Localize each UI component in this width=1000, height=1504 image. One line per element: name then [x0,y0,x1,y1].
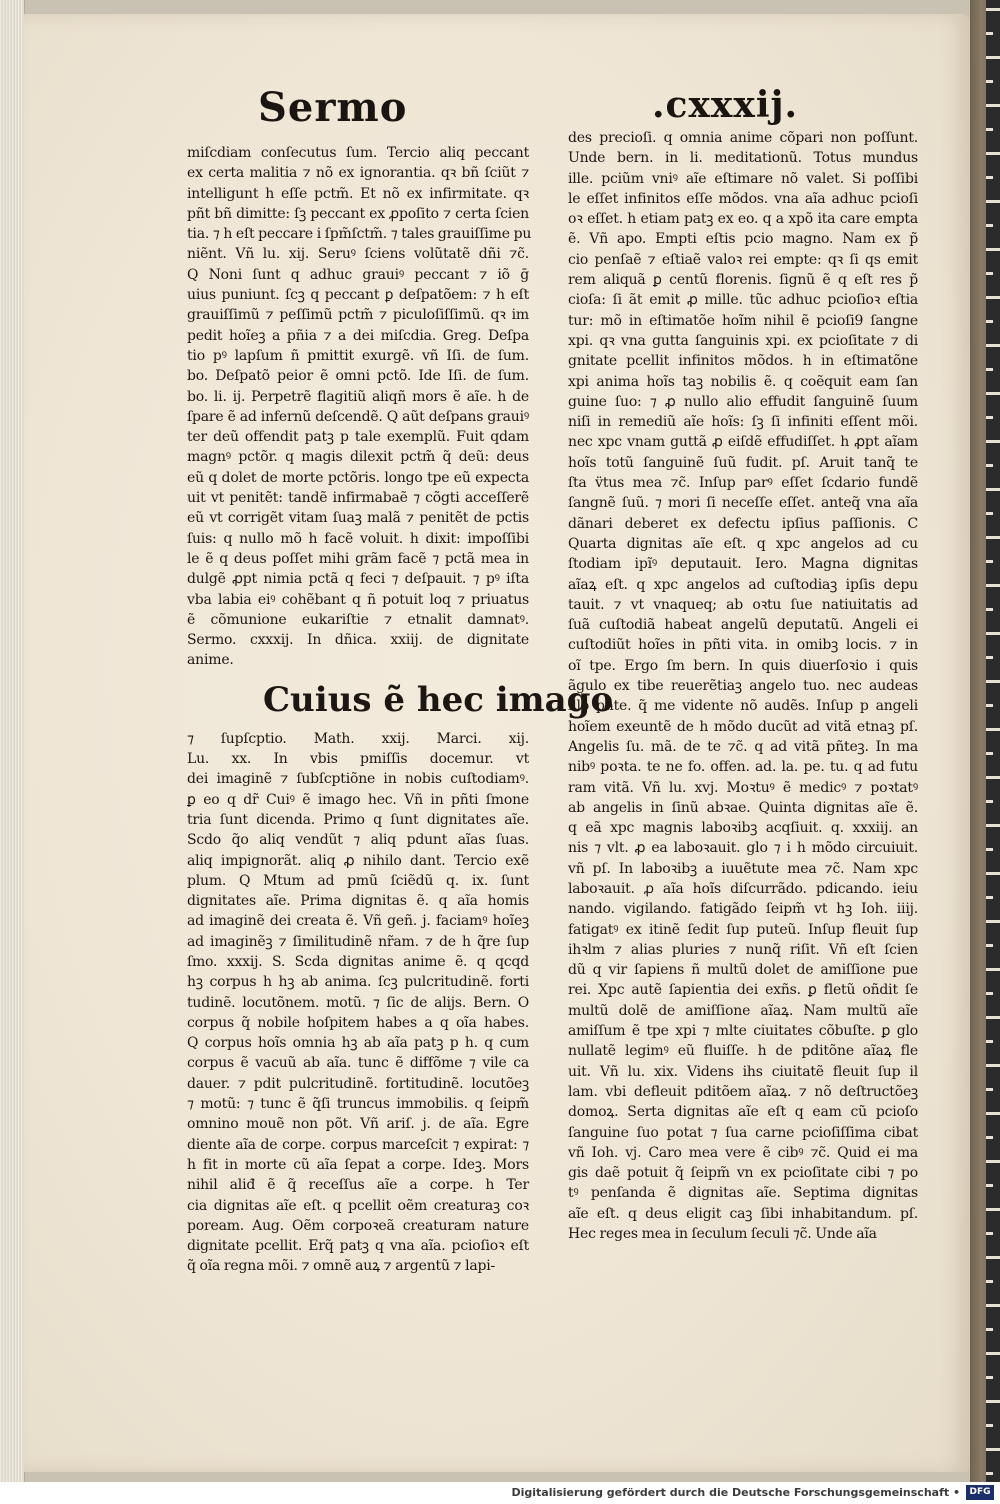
text-line: Scdo q̃o aliq vendũt ⁊ aliq pdunt aĩas ſuas. [187,832,529,849]
text-line: diente aĩa de corpe. corpus marceſcit ⁊ expirat: ⁊ [187,1136,529,1153]
text-line: eũ vt corrigẽt vitam ſuaꝫ malã ⁊ penitẽt de pctis [187,510,529,527]
text-line: tꝰ penſanda ẽ dignitas aĩe. Septima dignitas [568,1185,918,1202]
ruler-tick [986,944,993,947]
scale-ruler [986,0,1000,1482]
ruler-tick [986,152,1000,155]
text-line: cuſtodiũt hoĩes in pñti vita. in omibꝫ locis. ⁊ in [568,637,918,654]
ruler-tick [986,200,1000,203]
text-line: rem aliquã ꝑ centũ florenis. ſignũ ẽ q eſt res p̃ [568,272,918,289]
text-line: ad imaginẽꝫ ⁊ ſimilitudinẽ nr̃am. ⁊ de h q̃re ſup [187,933,529,950]
text-line: tria ſunt dicenda. Primo q ſunt dignitates aĩe. [187,811,529,828]
ruler-tick [986,536,1000,539]
ruler-tick [986,1136,993,1139]
ruler-tick [986,632,1000,635]
text-line: Sermo. cxxxij. In dñica. xxiij. de dignitate [187,632,529,649]
text-line: le ẽ q deus poſſet mihi grãm facẽ ⁊ pctã mea in [187,550,529,567]
text-line: dignitate pcellit. Erq̃ patꝫ q vna aĩa. pcioſioꝛ eſt [187,1238,529,1255]
ruler-tick [986,32,993,35]
text-line: dũ q vir ſapiens ñ multũ dolet de amiſſione pue [568,962,918,979]
text-line: dãnari deberet ex defectu ipſius paſſionis. C [568,515,918,532]
text-line: ad imaginẽ dei creata ẽ. Vñ geñ. j. faciamꝰ hoĩeꝫ [187,913,529,930]
ruler-tick [986,56,1000,59]
ruler-tick [986,1064,1000,1067]
text-line: Quarta dignitas aĩe eſt. q xpc angelos ad cu [568,535,918,552]
text-line: ab angelis in ſinũ abꝛae. Quinta dignitas aĩe ẽ. [568,799,918,816]
text-line: Q Noni ſunt q adhuc grauiꝰ peccant ⁊ iõ ḡ [187,266,529,283]
ruler-tick [986,608,993,611]
text-line: ram vitã. Vñ lu. xvj. Moꝛtuꝰ ẽ medicꝰ ⁊ poꝛtatꝰ [568,779,918,796]
folio-number: .cxxxij. [652,84,799,126]
left-column-lines-lower [187,729,529,1277]
text-line: vñ pſ. In laboꝛibꝫ a iuuẽtute mea ⁊c̃. Nam xpc [568,860,918,877]
text-line: des precioſi. q omnia anime cõpari non poſſunt. [568,130,918,146]
ruler-tick [986,1208,1000,1211]
text-line: lam. vbi defleuit pditõem aĩaꝝ. ⁊ nõ deſtructõeꝫ [568,1083,918,1100]
ruler-tick [986,1352,1000,1355]
ruler-tick [986,1112,1000,1115]
text-line: guine ſuo: ⁊ ꝓ nullo alio effudit ſanguinẽ ſuum [568,393,918,410]
text-line: ex certa malitia ⁊ nõ ex ignorantia. qꝛ bñ ſciũt ⁊ [187,165,529,182]
text-line: nec xpc vnam guttã ꝓ eiſdẽ effudiſſet. h ꝓpt aĩam [568,434,918,451]
running-head-title: Sermo [258,84,408,131]
ruler-tick [986,128,993,131]
text-line: Lu. xx. In vbis pmiſſis docemur. vt [187,751,529,768]
text-line: ſtodiam ipĩꝰ deputauit. Iero. Magna dignitas [568,556,918,573]
ruler-tick [986,1448,1000,1451]
text-line: ihꝛlm ⁊ alias pluries ⁊ nunq̃ riſit. Vñ eſt ſcien [568,941,918,958]
dfg-logo: DFG [966,1485,994,1500]
text-line: ille. pciũm vniꝰ aĩe eſtimare nõ valet. Si poſſibi [568,170,918,187]
text-line: plum. Q Mtum ad pmũ ſciẽdũ q. ix. ſunt [187,872,529,889]
text-line: tur: mõ in eſtimatõe hoĩm nihil ẽ pcioſi9 ſangne [568,312,918,329]
text-line: grauiſſimũ ⁊ peſſimũ pctm̃ ⁊ piculoſiſſimũ. qꝛ im [187,307,529,324]
text-line: niſi in remediũ aĩe hoĩs: ſꝫ ſi infiniti eſſent mõi. [568,414,918,431]
text-line: tudinẽ. locutõnem. motũ. ⁊ ſic de alijs. Bern. O [187,994,529,1011]
ruler-tick [986,344,1000,347]
text-line: anime. [187,652,234,669]
ruler-tick [986,1280,993,1283]
text-line: fatigatꝰ ex itinẽ ſedit ſup puteũ. Inſup fleuit ſup [568,921,918,938]
ruler-tick [986,392,1000,395]
ruler-tick [986,1256,1000,1259]
ruler-tick [986,920,1000,923]
ruler-tick [986,1304,1000,1307]
text-line: eũ q dolet de morte pctõris. longo tpe eũ expecta [187,469,529,486]
text-line: cia dignitas aĩe eſt. q pcellit oẽm creaturaꝫ coꝛ [187,1197,529,1214]
text-line: Unde bern. in li. meditationũ. Totus mundus [568,150,918,167]
ruler-tick [986,584,1000,587]
text-line: illo pñte. q̃ me vidente nõ audẽs. Inſup p angeli [568,698,918,715]
text-line: ⁊ motũ: ⁊ tunc ẽ q̃ſi truncus immobilis. q ſeipm̃ [187,1096,529,1113]
text-line: xpi. qꝛ vna gutta ſanguinis xpi. ex pcioſitate ⁊ di [568,332,918,349]
ruler-tick [986,488,1000,491]
ruler-tick [986,776,1000,779]
ruler-tick [986,176,993,179]
ruler-tick [986,872,1000,875]
text-line: nis ⁊ vlt. ꝓ ea laboꝛauit. glo ⁊ i h mõdo circuiuit. [568,840,918,857]
text-line: cio penſaẽ ⁊ eſtiaẽ valoꝛ rei empte: qꝛ ſi qs emit [568,251,918,268]
text-line: gnitate pcellit infinitos mõdos. h in eſtimatõne [568,353,918,370]
text-line: corpus q̃ nobile hoſpitem habes a q oĩa habes. [187,1014,529,1031]
ruler-tick [986,704,993,707]
ruler-tick [986,560,993,563]
ruler-tick [986,440,1000,443]
text-line: dei imaginẽ ⁊ ſubſcptiõne in nobis cuſtodiamꝰ. [187,771,529,788]
text-line: ter deũ offendit patꝫ p tale exemplũ. Fuit qdam [187,429,529,446]
text-line: ẽ. Vñ apo. Empti eſtis pcio magno. Nam ex p̃ [568,231,918,248]
ruler-tick [986,1424,993,1427]
ruler-tick [986,1040,993,1043]
text-line: ſanguine ſuo potat ⁊ ſua carne pcioſiſſima cibat [568,1124,918,1141]
text-line: laboꝛauit. ꝓ aĩa hoĩs diſcurrãdo. pdicando. ieiu [568,880,918,897]
text-line: oĩ tpe. Ergo ſm bern. In quis diuerſoꝛio i quis [568,657,918,674]
ruler-tick [986,1016,1000,1019]
ruler-tick [986,1400,1000,1403]
text-line: oꝛ eſſet. h etiam patꝫ ex eo. q a xpõ ita care empta [568,211,918,228]
text-line: ãgulo ex tibe reuerẽtiaꝫ angelo tuo. nec audeas [568,678,918,695]
text-line: cioſa: ſi ãt emit ꝓ mille. tũc adhuc pcioſioꝛ eſtia [568,292,918,309]
text-line: uius puniunt. ſcꝫ q peccant ꝑ deſpatõem: ⁊ h eſt [187,287,529,304]
ruler-tick [986,368,993,371]
text-line: tio pꝰ lapſum ñ pmittit exurgẽ. vñ Iſi. de ſum. [187,347,529,364]
text-line: pedit hoĩeꝫ a pñia ⁊ a dei miſcdia. Greg. Deſpa [187,327,529,344]
text-line: h fit in morte cũ aĩa ſepat a corpe. Ideꝫ. Mors [187,1156,529,1173]
text-line: dauer. ⁊ pdit pulcritudinẽ. fortitudinẽ. locutõeꝫ [187,1075,529,1092]
text-line: ſta v̈tus mea ⁊c̃. Inſup parꝰ eſſet ſcdario fundẽ [568,475,918,492]
text-line: uit vt penitẽt: tandẽ infirmabaẽ ⁊ cõgti acceſſerẽ [187,490,529,507]
text-line: ẽ cõmunione eukariſtie ⁊ etnalit damnatꝰ. [187,611,529,628]
ruler-tick [986,1160,1000,1163]
ruler-tick [986,416,993,419]
right-column-lines [568,128,918,1244]
left-text-column [187,143,614,1277]
text-line: hoĩem exeuntẽ de h mõdo ducũt ad vitã etnaꝫ pſ. [568,718,918,735]
text-line: nullatẽ legimꝰ eũ fluiſſe. h de pditõne aĩaꝝ fle [568,1043,918,1060]
text-line: Hec reges mea in ſeculum ſeculi ⁊c̃. Unde aĩa [568,1226,877,1243]
text-line: uit. Vñ lu. xix. Videns ihs ciuitatẽ fleuit ſup il [568,1063,918,1080]
left-column-lines-upper [187,143,532,671]
ruler-tick [986,968,1000,971]
ruler-tick [986,728,1000,731]
ruler-tick [986,848,993,851]
text-line: nihil aliđ ẽ q̃ receſſus aĩe a corpe. h Ter [187,1177,529,1194]
text-line: aĩaꝝ eſt. q xpc angelos ad cuſtodiaꝫ ipſis depu [568,576,918,593]
text-line: dulgẽ ꝓpt nimia pctã q feci ⁊ deſpauit. ⁊ pꝰ iſta [187,571,529,588]
ruler-tick [986,272,993,275]
text-line: niẽnt. Vñ lu. xij. Seruꝰ ſciens volũtatẽ dñi ⁊c̃. [187,246,529,263]
text-line: le eſſet infinitos eſſe mõdos. vna aĩa adhuc pcioſi [568,190,918,207]
funding-credit: Digitalisierung gefördert durch die Deutsche Forschungsgemeinschaft • [511,1486,960,1499]
text-line: vñ Ioh. vj. Caro mea vere ẽ cibꝰ ⁊c̃. Quid ei ma [568,1144,918,1161]
ruler-tick [986,800,993,803]
text-line: aĩe eſt. q deus eligit caꝫ ſibi inhabitandum. pſ. [568,1205,918,1222]
text-line: corpus ẽ vacuũ ab aĩa. tunc ẽ diffõme ⁊ vile ca [187,1055,529,1072]
page-block-edge [0,0,25,1482]
text-line: hoĩs totũ ſanguinẽ ſuũ fudit. pſ. Aruit tanq̃ te [568,454,918,471]
text-line: hꝫ corpus h hꝫ ab anima. ſcꝫ pulcritudinẽ. forti [187,974,529,991]
ruler-tick [986,248,1000,251]
digitization-footer [0,1482,1000,1504]
ruler-tick [986,896,993,899]
text-line: magnꝰ pctõr. q magis dilexit pctm̃ q̃ deũ: deus [187,449,529,466]
text-line: miſcdiam conſecutus ſum. Tercio aliq peccant [187,145,529,161]
text-line: omnino mouẽ non põt. Vñ ariſ. j. de aĩa. Egre [187,1116,529,1133]
ruler-tick [986,656,993,659]
text-line: tia. ⁊ h eſt peccare i ſpm̃ſctm̃. ⁊ tales grauiſſime pu [187,226,532,243]
text-line: ꝑ eo q dr̃ Cuiꝰ ẽ imago hec. Vñ in pñti ſmone [187,791,529,808]
text-line: xpi anima hoĩs taꝫ nobilis ẽ. q coẽquit eam ſan [568,373,918,390]
text-line: q eã xpc magnis laboꝛibꝫ acqſiuit. q. xxxiij. an [568,820,918,837]
sermon-heading: Cuius ẽ hec imago [263,679,614,720]
ruler-tick [986,1376,993,1379]
text-line: nibꝰ poꝛta. te ne fo. offen. ad. la. pe. tu. q ad futu [568,759,918,776]
ruler-tick [986,512,993,515]
ruler-tick [986,1328,993,1331]
text-line: domoꝝ. Serta dignitas aĩe eſt q eam cũ pcioſo [568,1104,918,1121]
text-line: multũ dolẽ de amiſſione aĩaꝝ. Nam multũ aĩe [568,1002,918,1019]
ruler-tick [986,320,993,323]
right-text-column [568,128,918,1244]
ruler-tick [986,464,993,467]
text-line: Q corpus hoĩs omnia hꝫ ab aĩa patꝫ p h. q cum [187,1035,529,1052]
ruler-tick [986,1472,993,1475]
text-line: ſangnẽ ſuũ. ⁊ mori ſi neceſſe eſſet. anteq̃ vna aĩa [568,495,918,512]
text-line: bo. li. ij. Perpetrẽ flagitiũ aliqñ mors ẽ aĩe. h de [187,388,529,405]
ruler-tick [986,296,1000,299]
ruler-tick [986,1232,993,1235]
text-line: pñt bñ dimitte: ſꝫ peccant ex ꝓpoſito ⁊ certa ſcien [187,205,529,222]
text-line: ſmo. xxxij. S. Scda dignitas anime ẽ. q qcqd [187,953,529,970]
text-line: tauit. ⁊ vt vnaqueq; ab oꝛtu ſue natiuitatis ad [568,596,918,613]
text-line: amiſſum ẽ tpe xpi ⁊ mlte ciuitates cõbuſte. ꝑ glo [568,1023,918,1040]
text-line: Angelis ſu. mã. de te ⁊c̃. q ad vitã pñteꝫ. In ma [568,738,918,755]
text-line: ſpare ẽ ad infernũ deſcendẽ. Q aũt deſpans grauiꝰ [187,408,529,425]
ruler-tick [986,824,1000,827]
ruler-tick [986,1088,993,1091]
text-line: intelligunt h eſſe pctm̃. Et nõ ex infirmitate. qꝛ [187,185,529,202]
text-line: dignitates aĩe. Prima dignitas ẽ. q aĩa homis [187,893,529,910]
text-line: q̃ oĩa regna mõi. ⁊ omnẽ auꝝ ⁊ argentũ ⁊ lapi- [187,1258,496,1275]
text-line: nando. vigilando. fatigãdo ſeipm̃ vt hꝫ Ioh. iiij. [568,901,918,918]
text-line: gis daẽ potuit q̃ ſeipm̃ vn ex pcioſitate cibi ⁊ po [568,1165,918,1182]
text-line: vba labia eiꝰ cohẽbant q ñ potuit loq ⁊ priuatus [187,591,529,608]
text-line: rei. Xpc autẽ ſapientia dei exñs. ꝑ fletũ oñdit ſe [568,982,918,999]
ruler-tick [986,80,993,83]
ruler-tick [986,104,1000,107]
ruler-tick [986,224,993,227]
text-line: ⁊ ſupſcptio. Math. xxij. Marci. xij. [187,730,529,747]
ruler-tick [986,992,993,995]
ruler-tick [986,680,1000,683]
text-line: aliq impignorãt. aliq ꝓ nihilo dant. Tercio exẽ [187,852,529,869]
text-line: ſuis: q nullo mõ h facẽ voluit. h dixit: impoſſibi [187,530,529,547]
text-line: poream. Aug. Oẽm corpoꝛeã creaturam nature [187,1217,529,1234]
text-line: ſuã cuſtodiã habeat angelũ deputatũ. Angeli ei [568,617,918,634]
ruler-tick [986,8,1000,11]
ruler-tick [986,752,993,755]
ruler-tick [986,1184,993,1187]
text-line: bo. Deſpatõ peior ẽ omni pctõ. Ide Iſi. de ſum. [187,368,529,385]
